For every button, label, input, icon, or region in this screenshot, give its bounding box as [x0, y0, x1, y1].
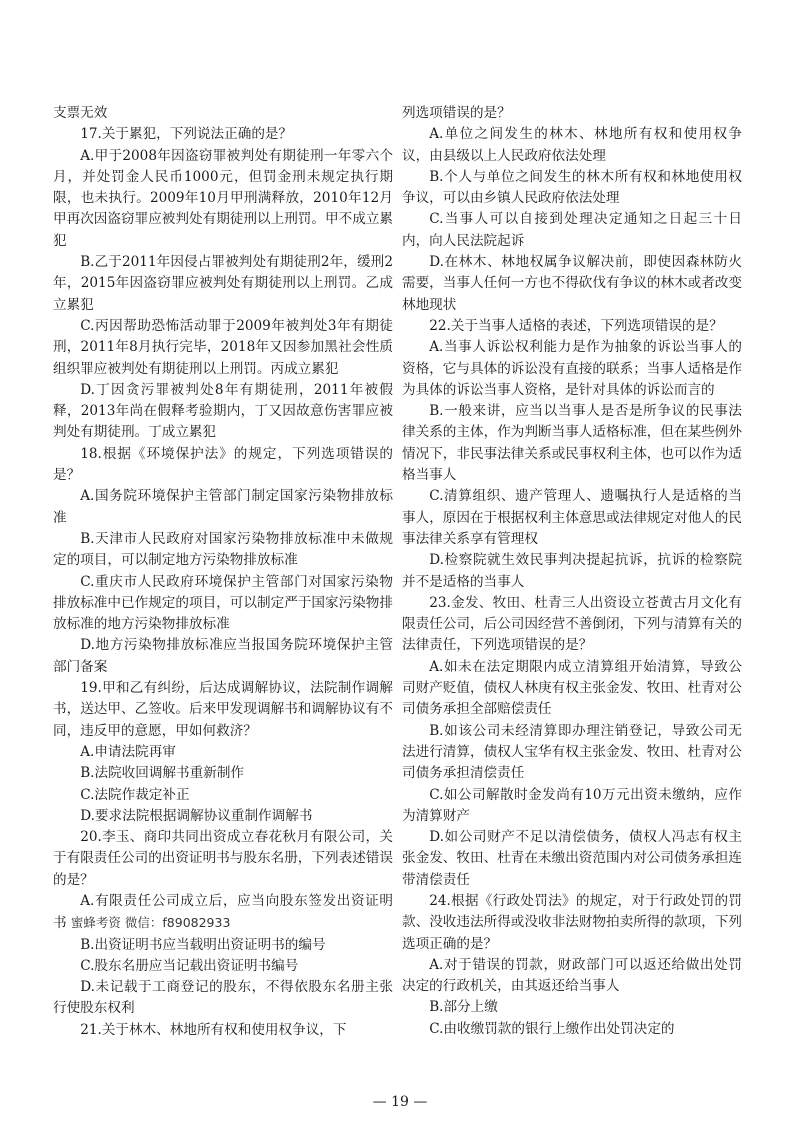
paragraph — [53, 956, 393, 977]
paragraph-text: D.丁因贪污罪被判处8年有期徒刑，2011年被假释，2013年尚在假释考验期内，丁又因故意伤害罪应被判处有期徒刑。丁成立累犯 — [53, 381, 393, 441]
paragraph — [402, 997, 742, 1018]
paragraph-text: C.重庆市人民政府环境保护主管部门对国家污染物排放标准中已作规定的项目，可以制定严于国家污染物排放标准的地方污染物排放标准 — [53, 573, 393, 633]
paragraph — [53, 763, 393, 784]
paragraph-text: C.如公司解散时金发尚有10万元出资未缴纳，应作为清算财产 — [402, 786, 742, 824]
paragraph — [402, 252, 742, 316]
paragraph — [53, 935, 393, 956]
paragraph-text: 22.关于当事人适格的表述，下列选项错误的是？ — [429, 317, 723, 334]
paragraph-text: C.丙因帮助恐怖活动罪于2009年被判处3年有期徒刑，2011年8月执行完毕，2018年又因参加黑社会性质组织罪应被判处有期徒刑以上刑罚。丙成立累犯 — [53, 317, 393, 377]
paragraph-text: C.当事人可以自接到处理决定通知之日起三十日内，向人民法院起诉 — [402, 211, 742, 249]
paragraph-text: B.法院收回调解书重新制作 — [80, 765, 245, 782]
paragraph — [53, 124, 393, 145]
paragraph-text: A.申请法院再审 — [80, 743, 176, 760]
paragraph-text: 支票无效 — [53, 105, 108, 121]
paragraph-text: A.甲于2008年因盗窃罪被判处有期徒刑一年零六个月，并处罚金人民币1000元，但罚金刑未规定执行期限，也未执行。2009年10月甲刑满释放，2010年12月甲再次因盗窃罪应被判处有期徒刑以上刑罚。甲不成立累犯 — [53, 147, 393, 249]
paragraph — [53, 146, 393, 252]
paragraph-text: B.部分上缴 — [429, 999, 498, 1016]
paragraph-text: D.在林木、林地权属争议解决前，即使因森林防火需要，当事人任何一方也不得砍伐有争议的林木或者改变林地现状 — [402, 254, 742, 313]
paragraph — [402, 103, 742, 124]
paragraph — [402, 891, 742, 955]
paragraph-text: 列选项错误的是？ — [402, 105, 511, 121]
paragraph — [402, 785, 742, 828]
paragraph — [402, 1019, 742, 1040]
paragraph-text: 23.金发、牧田、杜青三人出资设立苍黄古月文化有限责任公司，后公司因经营不善倒闭，下列与清算有关的法律责任，下列选项错误的是？ — [402, 594, 742, 654]
paragraph — [53, 572, 393, 636]
paragraph-text: B.个人与单位之间发生的林木所有权和林地使用权争议，可以由乡镇人民政府依法处理 — [402, 168, 742, 207]
paragraph-text: D.未记载于工商登记的股东，不得依股东名册主张行使股东权利 — [53, 979, 393, 1017]
paragraph-text: 18.根据《环境保护法》的规定，下列选项错误的是？ — [53, 445, 393, 484]
page-number: — 19 — — [372, 1094, 428, 1110]
paragraph-text: A.对于错误的罚款，财政部门可以返还给做出处罚决定的行政机关，由其返还给当事人 — [402, 956, 742, 995]
paragraph — [53, 380, 393, 444]
paragraph — [53, 486, 393, 529]
paragraph — [402, 486, 742, 550]
paragraph — [402, 721, 742, 785]
paragraph-text: C.股东名册应当记载出资证明书编号 — [80, 957, 299, 974]
paragraph-text: 17.关于累犯，下列说法正确的是？ — [80, 126, 293, 143]
right-column — [402, 103, 742, 1040]
paragraph-text: 21.关于林木、林地所有权和使用权争议，下 — [80, 1021, 347, 1038]
paragraph-text: C.清算组织、遗产管理人、遗嘱执行人是适格的当事人，原因在于根据权利主体意思或法律规定对他人的民事法律关系享有管理权 — [402, 488, 742, 547]
paragraph — [53, 1020, 393, 1041]
paragraph — [53, 444, 393, 487]
paragraph — [402, 550, 742, 593]
paragraph — [402, 316, 742, 337]
paragraph — [53, 785, 393, 806]
paragraph — [53, 316, 393, 380]
paragraph-text: D.如公司财产不足以清偿债务，债权人冯志有权主张金发、牧田、杜青在未缴出资范围内对公司债务承担连带清偿责任 — [402, 829, 742, 888]
paragraph — [53, 103, 393, 124]
paragraph — [53, 977, 393, 1020]
paragraph — [402, 827, 742, 891]
paragraph-text: B.天津市人民政府对国家污染物排放标准中未做规定的项目，可以制定地方污染物排放标准 — [53, 530, 393, 569]
paragraph-text: B.如该公司未经清算即办理注销登记，导致公司无法进行清算，债权人宝华有权主张金发、牧田、杜青对公司债务承担清偿责任 — [402, 722, 742, 782]
paragraph — [53, 252, 393, 316]
paragraph — [53, 891, 393, 935]
paragraph — [402, 401, 742, 486]
paragraph — [402, 209, 742, 252]
paragraph-text: B.一般来讲，应当以当事人是否是所争议的民事法律关系的主体，作为判断当事人适格标准，但在某些例外情况下，非民事法律关系或民事权利主体，也可以作为适格当事人 — [402, 403, 742, 484]
paragraph-text: C.法院作裁定补正 — [80, 786, 190, 803]
paragraph — [402, 167, 742, 210]
paragraph — [402, 124, 742, 167]
paragraph — [53, 806, 393, 827]
paragraph-text: 24.根据《行政处罚法》的规定，对于行政处罚的罚款、没收违法所得或没收非法财物拍卖所得的款项，下列选项正确的是？ — [402, 892, 742, 952]
paragraph-text: A.如未在法定期限内成立清算组开始清算，导致公司财产贬值，债权人林庚有权主张金发、牧田、杜青对公司债务承担全部赔偿责任 — [402, 658, 742, 718]
paragraph-text: D.要求法院根据调解协议重制作调解书 — [80, 807, 313, 824]
paragraph-text: A.单位之间发生的林木、林地所有权和使用权争议，由县级以上人民政府依法处理 — [402, 126, 742, 164]
paragraph — [53, 742, 393, 763]
paragraph — [402, 337, 742, 401]
paragraph — [53, 529, 393, 572]
paragraph — [402, 593, 742, 657]
paragraph — [53, 678, 393, 742]
paragraph-text: A.国务院环境保护主管部门制定国家污染物排放标准 — [53, 488, 393, 526]
paragraph — [53, 635, 393, 678]
paragraph — [402, 657, 742, 721]
paragraph-text: C.由收缴罚款的银行上缴作出处罚决定的 — [429, 1020, 675, 1037]
paragraph-text: D.检察院就生效民事判决提起抗诉，抗诉的检察院并不是适格的当事人 — [402, 552, 742, 590]
paragraph-text: D.地方污染物排放标准应当报国务院环境保护主管部门备案 — [53, 637, 393, 675]
paragraph-text: B.乙于2011年因侵占罪被判处有期徒刑2年，缓刑2年，2015年因盗窃罪应被判处有期徒刑以上刑罚。乙成立累犯 — [53, 254, 393, 313]
watermark-text: 蜜蜂考资 微信：f89082933 — [70, 915, 231, 931]
paragraph — [53, 827, 393, 891]
left-column — [53, 103, 393, 1041]
paragraph-text: 20.李玉、商印共同出资成立春花秋月有限公司，关于有限责任公司的出资证明书与股东名册，下列表述错误的是？ — [53, 829, 393, 888]
paragraph-text: 19.甲和乙有纠纷，后达成调解协议，法院制作调解书，送达甲、乙签收。后来甲发现调解书和调解协议有不同，违反甲的意愿，甲如何救济？ — [53, 680, 393, 739]
paragraph-text: A.当事人诉讼权利能力是作为抽象的诉讼当事人的资格，它与具体的诉讼没有直接的联系；当事人适格是作为具体的诉讼当事人资格，是针对具体的诉讼而言的 — [402, 339, 742, 398]
paragraph-text: B.出资证明书应当载明出资证明书的编号 — [80, 936, 326, 953]
paragraph — [402, 955, 742, 998]
paragraph-text: A.有限责任公司成立后，应当向股东签发出资证明书 — [53, 892, 393, 932]
